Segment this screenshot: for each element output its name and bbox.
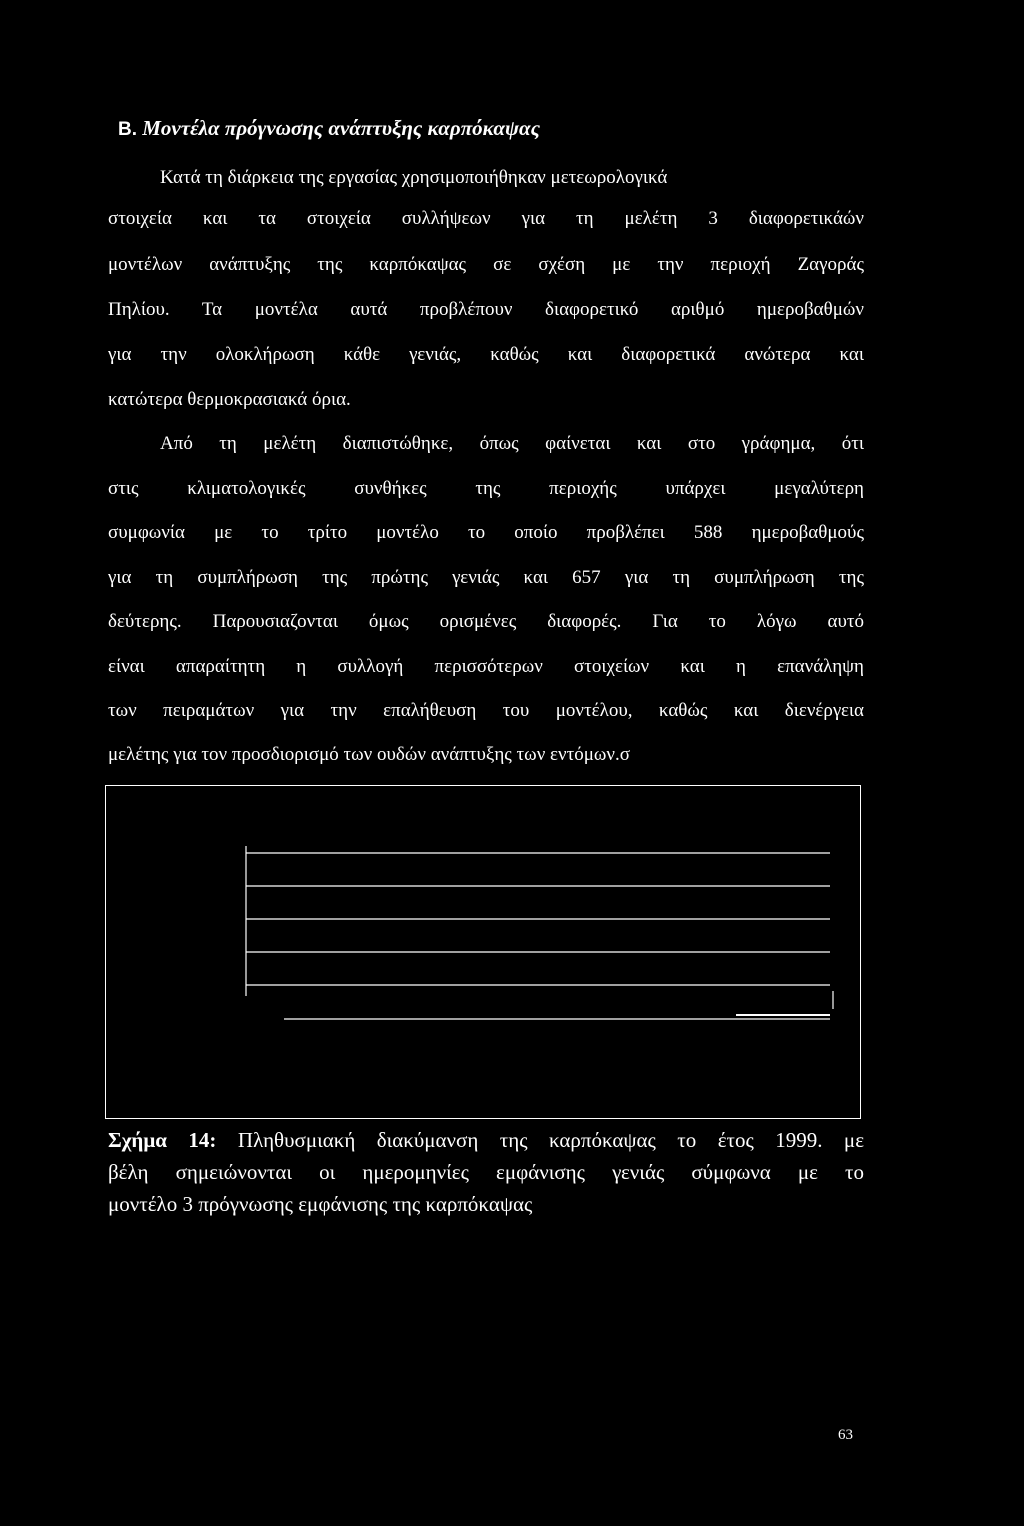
paragraph-line: στις κλιματολογικές συνθήκες της περιοχής υπάρχει μεγαλύτερη xyxy=(108,478,864,499)
section-title: Μοντέλα πρόγνωσης ανάπτυξης καρπόκαψας xyxy=(142,116,541,140)
paragraph-line: Από τη μελέτη διαπιστώθηκε, όπως φαίνεται και στο γράφημα, ότι xyxy=(160,433,864,454)
paragraph-line: των πειραμάτων για την επαλήθευση του μοντέλου, καθώς και διενέργεια xyxy=(108,700,864,721)
paragraph-line: συμφωνία με το τρίτο μοντέλο το οποίο προβλέπει 588 ημεροβαθμούς xyxy=(108,522,864,543)
paragraph-line: για την ολοκλήρωση κάθε γενιάς, καθώς και διαφορετικά ανώτερα και xyxy=(108,344,864,365)
paragraph-line: μοντέλων ανάπτυξης της καρπόκαψας σε σχέση με την περιοχή Ζαγοράς xyxy=(108,254,864,275)
paragraph-line: στοιχεία και τα στοιχεία συλλήψεων για τη μελέτη 3 διαφορετικάών xyxy=(108,208,864,229)
paragraph-line: μελέτης για τον προσδιορισμό των ουδών ανάπτυξης των εντόμων.σ xyxy=(108,744,631,765)
paragraph-line: κατώτερα θερμοκρασιακά όρια. xyxy=(108,389,351,410)
paragraph-line: Πηλίου. Τα μοντέλα αυτά προβλέπουν διαφορετικό αριθμό ημεροβαθμών xyxy=(108,299,864,320)
caption-line xyxy=(108,1127,864,1153)
page-number: 63 xyxy=(838,1427,853,1443)
caption-line: μοντέλο 3 πρόγνωσης εμφάνισης της καρπόκαψας xyxy=(108,1192,533,1216)
figure-lines xyxy=(106,786,862,1120)
paragraph-line: Κατά τη διάρκεια της εργασίας χρησιμοποιήθηκαν μετεωρολογικά xyxy=(160,167,668,188)
section-letter: B. xyxy=(118,119,137,140)
paragraph-line: είναι απαραίτητη η συλλογή περισσότερων στοιχείων και η επανάληψη xyxy=(108,656,864,677)
caption-text: Πληθυσμιακή διακύμανση της καρπόκαψας το έτος 1999. με xyxy=(237,1128,865,1152)
section-heading xyxy=(118,116,540,141)
figure-frame xyxy=(105,785,861,1119)
caption-label: Σχήμα 14: xyxy=(108,1128,217,1152)
paragraph-line: δεύτερης. Παρουσιαζονται όμως ορισμένες διαφορές. Για το λόγω αυτό xyxy=(108,611,864,632)
caption-line: βέλη σημειώνονται οι ημερομηνίες εμφάνισης γενιάς σύμφωνα με το xyxy=(108,1160,864,1184)
paragraph-line: για τη συμπλήρωση της πρώτης γενιάς και 657 για τη συμπλήρωση της xyxy=(108,567,864,588)
